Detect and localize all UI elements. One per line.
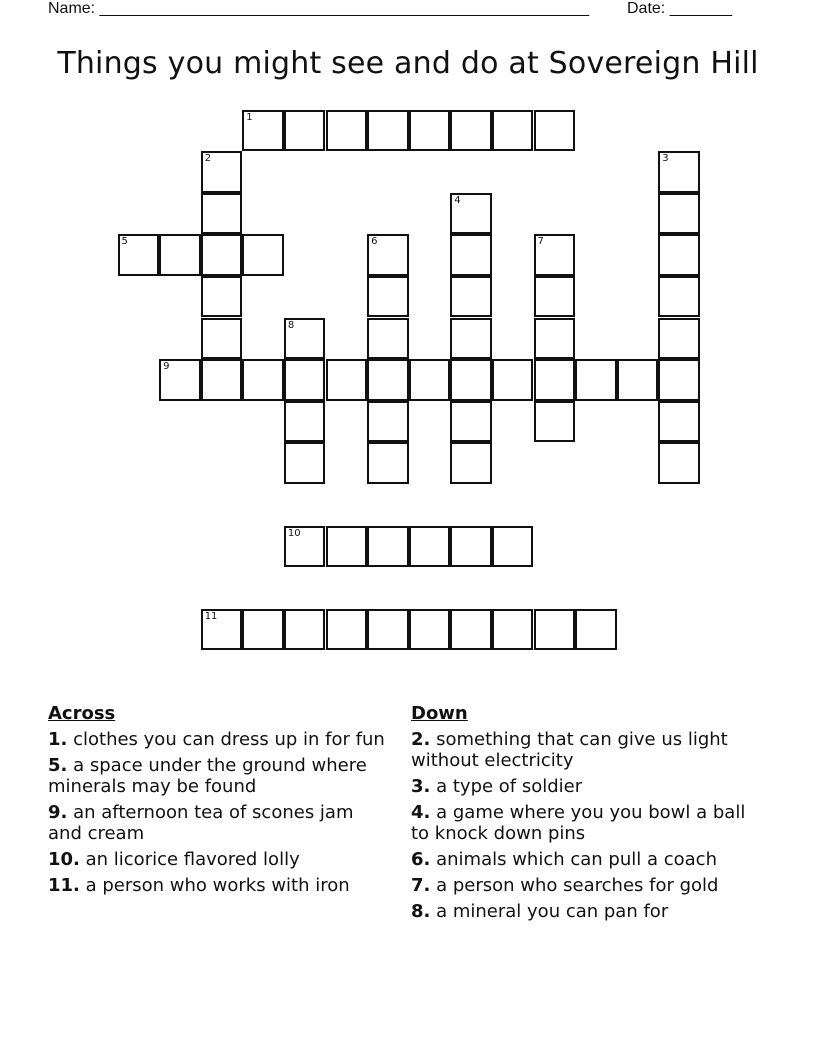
grid-cell	[617, 359, 659, 401]
grid-cell	[658, 442, 700, 484]
grid-cell	[450, 609, 492, 651]
grid-cell	[492, 110, 534, 152]
grid-cell	[534, 401, 576, 443]
down-clue	[411, 802, 756, 844]
grid-cell	[534, 234, 576, 276]
grid-cell	[409, 609, 451, 651]
across-clues	[48, 703, 388, 901]
grid-cell	[450, 193, 492, 235]
grid-cell	[450, 110, 492, 152]
cell-number: 3	[662, 153, 669, 165]
cell-number: 7	[537, 236, 544, 248]
clue-number: 1.	[48, 729, 68, 750]
grid-cell	[658, 401, 700, 443]
grid-cell	[326, 110, 368, 152]
grid-cell	[658, 359, 700, 401]
across-clue	[48, 875, 388, 896]
down-heading: Down	[411, 703, 468, 724]
grid-cell	[201, 193, 243, 235]
grid-cell	[534, 276, 576, 318]
clue-number: 7.	[411, 875, 431, 896]
clue-number: 6.	[411, 849, 431, 870]
clue-number: 2.	[411, 729, 431, 750]
grid-cell	[326, 609, 368, 651]
grid-cell	[409, 359, 451, 401]
grid-cell	[450, 401, 492, 443]
grid-cell	[201, 151, 243, 193]
grid-cell	[284, 359, 326, 401]
date-line: Date: _______	[627, 0, 732, 17]
clue-number: 4.	[411, 802, 431, 823]
grid-cell	[367, 526, 409, 568]
grid-cell	[409, 110, 451, 152]
clue-text: a person who searches for gold	[436, 875, 719, 896]
grid-cell	[367, 276, 409, 318]
grid-cell	[201, 276, 243, 318]
cell-number: 9	[163, 361, 170, 373]
down-clues	[411, 703, 756, 927]
grid-cell	[658, 151, 700, 193]
clue-number: 10.	[48, 849, 80, 870]
clue-text: a mineral you can pan for	[436, 901, 669, 922]
grid-cell	[201, 359, 243, 401]
cell-number: 6	[371, 236, 378, 248]
grid-cell	[284, 318, 326, 360]
clue-number: 5.	[48, 755, 68, 776]
clue-number: 11.	[48, 875, 80, 896]
grid-cell	[326, 359, 368, 401]
clue-number: 9.	[48, 802, 68, 823]
cell-number: 2	[204, 153, 212, 165]
cell-number: 1	[246, 111, 253, 123]
clue-text: a game where you you bowl a ball to knock down pins	[411, 802, 746, 844]
grid-cell	[367, 359, 409, 401]
across-heading: Across	[48, 703, 116, 724]
grid-cell	[492, 609, 534, 651]
down-clue	[411, 901, 756, 922]
grid-cell	[409, 526, 451, 568]
grid-cell	[367, 318, 409, 360]
down-clue	[411, 875, 756, 896]
clue-number: 3.	[411, 776, 431, 797]
grid-cell	[534, 609, 576, 651]
grid-cell	[367, 442, 409, 484]
grid-cell	[284, 442, 326, 484]
cell-number: 4	[454, 194, 461, 206]
clue-text: something that can give us light without electricity	[411, 729, 728, 771]
grid-cell	[450, 442, 492, 484]
grid-cell	[201, 318, 243, 360]
grid-cell	[326, 526, 368, 568]
grid-cell	[367, 110, 409, 152]
grid-cell	[450, 318, 492, 360]
grid-cell	[658, 318, 700, 360]
down-clue	[411, 776, 756, 797]
clue-text: a space under the ground where minerals may be found	[48, 755, 367, 797]
grid-cell	[284, 526, 326, 568]
down-clue	[411, 729, 756, 771]
grid-cell	[534, 318, 576, 360]
grid-cell	[201, 234, 243, 276]
clue-text: animals which can pull a coach	[436, 849, 717, 870]
grid-cell	[534, 110, 576, 152]
grid-cell	[284, 110, 326, 152]
grid-cell	[367, 234, 409, 276]
clue-number: 8.	[411, 901, 431, 922]
grid-cell	[492, 526, 534, 568]
grid-cell	[201, 609, 243, 651]
grid-cell	[450, 234, 492, 276]
grid-cell	[367, 401, 409, 443]
grid-cell	[284, 609, 326, 651]
across-clue	[48, 802, 388, 844]
grid-cell	[242, 609, 284, 651]
grid-cell	[534, 359, 576, 401]
down-clue	[411, 849, 756, 870]
grid-cell	[658, 276, 700, 318]
name-line: Name: _______________________________________________________	[48, 0, 589, 17]
grid-cell	[450, 276, 492, 318]
grid-cell	[242, 234, 284, 276]
grid-cell	[242, 359, 284, 401]
grid-cell	[450, 526, 492, 568]
grid-cell	[492, 359, 534, 401]
grid-cell	[575, 359, 617, 401]
grid-cell	[284, 401, 326, 443]
page-title: Things you might see and do at Sovereign Hill	[57, 46, 759, 81]
cell-number: 10	[287, 527, 301, 539]
clue-text: an licorice flavored lolly	[85, 849, 300, 870]
grid-cell	[658, 193, 700, 235]
cell-number: 5	[121, 236, 128, 248]
cell-number: 11	[204, 610, 218, 622]
grid-cell	[575, 609, 617, 651]
cell-number: 8	[287, 319, 295, 331]
grid-cell	[159, 234, 201, 276]
clue-text: an afternoon tea of scones jam and cream	[48, 802, 354, 844]
clue-text: a person who works with iron	[85, 875, 350, 896]
grid-cell	[367, 609, 409, 651]
clue-text: clothes you can dress up in for fun	[73, 729, 385, 750]
across-clue	[48, 849, 388, 870]
grid-cell	[159, 359, 201, 401]
clue-text: a type of soldier	[436, 776, 583, 797]
grid-cell	[658, 234, 700, 276]
grid-cell	[450, 359, 492, 401]
across-clue	[48, 755, 388, 797]
grid-cell	[242, 110, 284, 152]
across-clue	[48, 729, 388, 750]
grid-cell	[118, 234, 160, 276]
